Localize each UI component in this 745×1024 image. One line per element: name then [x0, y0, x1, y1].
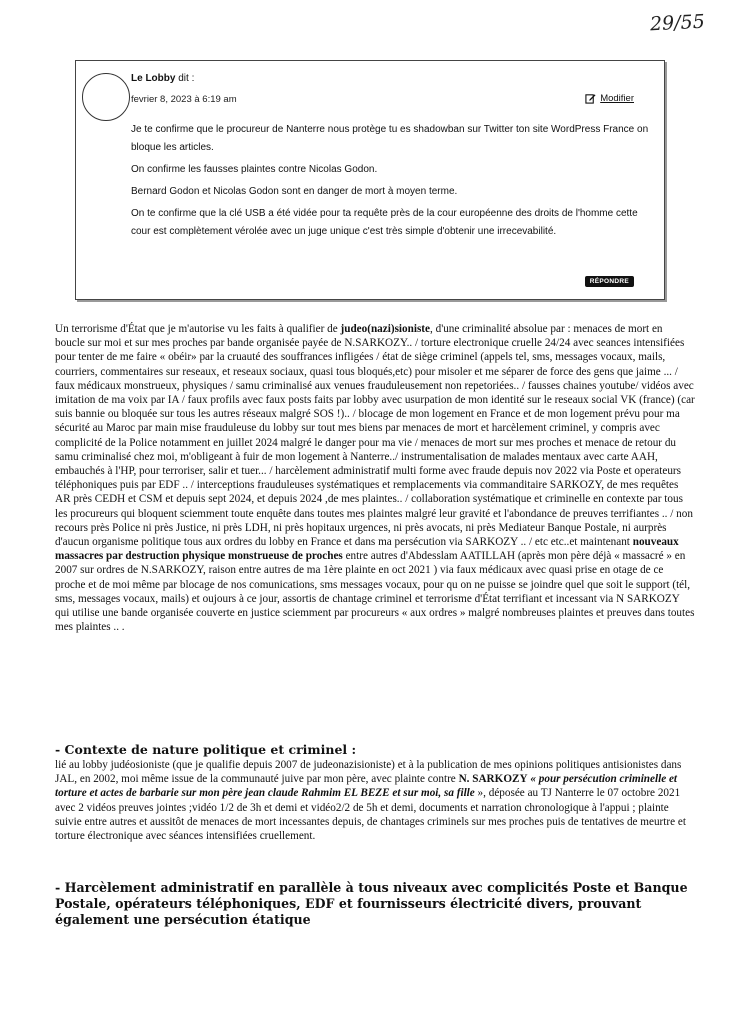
context-paragraph	[55, 758, 695, 843]
edit-icon	[585, 93, 596, 104]
edit-link[interactable]	[585, 93, 634, 104]
reply-button[interactable]: RÉPONDRE	[585, 276, 634, 287]
context-text-bold-italic: « pour persécution criminelle et torture et actes de barbarie sur mon père jean claude Rahmim EL BEZE et sur moi, sa fille	[55, 773, 678, 800]
comment-author-suffix: dit :	[175, 73, 195, 84]
comment-line: Je te confirme que le procureur de Nanterre nous protège tu es shadowban sur Twitter ton site WordPress France on bloque les articles.	[131, 124, 649, 153]
main-text-bold: judeo(nazi)sioniste	[340, 323, 430, 335]
comment-line: On confirme les fausses plaintes contre Nicolas Godon.	[131, 164, 378, 175]
main-text-segment: , d'une criminalité absolue par : menaces de mort en boucle sur moi et sur mes proches par bande organisée payée de N.SARKOZY.. / torture electronique cruelle 24/24 avec seances intensifiées pour tenter de me faire « obéir» par la cruauté des souffrances infligées / état de siège criminel (appels tel, sms, messages vocaux, mails, courriers, commentaires sur reseaux, et reseaux sociaux, quasi tous bloqués,etc) pour misoler et me séparer de force des gens que jaime ... / faux médicaux monstrueux, physiques / samu criminalisé aux venues frauduleusement non repetoriées.. / fausses chaines youtube/ vidéos avec imitation de ma voix par IA / faux profils avec faux posts faits par lobby avec usurpation de mon identité sur le reseaux social VK (france) (car suis bannie ou bloquée sur tous les autres réseaux malgré SOS !).. / blocage de mon logement en France et de mon logement prévu pour ma sécurité au Maroc par main mise frauduleuse du lobby sur tout mes biens par menaces de mort et harcèlement criminel, y compris avec complicité de la Police notamment en juillet 2024 malgré le danger pour ma vie / menaces de mort sur mes proches et menace de retour du samu criminalisé chez moi, m'obligeant à fuir de mon logement à Nanterre../ instrumentalisation de malades mentaux avec carte AAH, embauchés à l'HP, pour terroriser, salir et tuer... / harcèlement administratif multi forme avec fraude depuis nov 2022 via Poste et operateurs téléphoniques puis par EDF .. / interceptions frauduleuses systématiques et remplacements via commanditaire SARKOZY, de mes requêtes AR près CEDH et CSM et depuis sept 2024, et depuis 2024 ,de mes plaintes.. / collaboration systématique et criminelle en contexte par tous les procureurs qui bloquent sciemment toute enquête dans toutes mes plaintes malgré leur gravité et l'abondance de preuves terrifiantes .. / non recours près Police ni près Justice, ni près LDH, ni près hopitaux urgences, ni près avocats, ni près Mediateur Banque Postale, ni aurprès d'aucun organisme politique tous aux ordres du lobby en France et dans ma persécution via SARKOZY .. / etc etc..et maintenant	[55, 323, 695, 549]
edit-label: Modifier	[600, 93, 634, 104]
context-text-segment: », déposée au TJ Nanterre le 07 octobre 2021 avec 2 vidéos preuves jointes ;vidéo 1/2 de 3h et demi et vidéo2/2 de 5h et demi, documents et narration chronologique à l'appui ; plainte suivie entre autres et aussitôt de menaces de mort incessantes depuis, de chantages criminels sur mes proches puis de tentatives de meurtre et torture électronique avec séances intensifiées cruellement.	[55, 787, 686, 843]
main-paragraph	[55, 322, 695, 634]
comment-author-line	[131, 73, 194, 84]
context-heading	[55, 742, 705, 757]
context-text-segment: lié au lobby judéosioniste (que je qualifie depuis 2007 de judeonazisioniste) et à la publication de mes opinions politiques antisionistes dans JAL, en 2002, moi même issue de la communauté juive par mon père, avec plainte contre	[55, 759, 682, 786]
context-heading-text: - Contexte de nature politique et criminel	[55, 742, 348, 757]
main-text-segment: Un terrorisme d'État que je m'autorise vu les faits à qualifier de	[55, 323, 341, 335]
main-text-bold: nouveaux massacres par destruction physique monstrueuse de proches	[55, 536, 679, 563]
comment-card	[75, 60, 665, 300]
page-number: 29/55	[649, 10, 706, 36]
comment-line: Bernard Godon et Nicolas Godon sont en danger de mort à moyen terme.	[131, 186, 458, 197]
context-heading-suffix: :	[347, 742, 357, 757]
comment-author[interactable]: Le Lobby	[131, 73, 176, 84]
comment-body	[131, 121, 651, 245]
context-text-bold: N. SARKOZY	[458, 773, 528, 786]
comment-line: On te confirme que la clé USB a été vidée pour ta requête près de la cour européenne des droits de l'homme cette cour est complètement vérolée avec un juge unique c'est très simple d'obtenir une irrecevabilité.	[131, 208, 638, 237]
main-text-segment: entre autres d'Abdesslam AATILLAH (après mon père déjà « massacré » en 2007 sur ordres de N.SARKOZY, raison entre autres de ma 1ère plainte en oct 2021 ) via faux médicaux avec quasi prise en otage de ce proche et de moi même par blocage de nos comunications, sms messages vocaux, pour qu on ne puisse se joindre quel que soit le support (tél, sms, messages vocaux, mails) et oujours à ce jour, assortis de chantage criminel et terrorisme d'État terrifiant et incessant via N SARKOZY qui utilise une bande organisée couverte en justice sciemment par procureurs « aux ordres » malgré nombreuses plaintes et preuves dans toutes mes plaintes .. .	[55, 550, 695, 634]
harcelement-heading: - Harcèlement administratif en parallèle à tous niveaux avec complicités Poste et Banque Postale, opérateurs téléphoniques, EDF et fournisseurs électricité divers, prouvant également une persécution étatique	[55, 880, 688, 927]
comment-date[interactable]: fevrier 8, 2023 à 6:19 am	[131, 94, 237, 105]
avatar	[82, 73, 130, 121]
